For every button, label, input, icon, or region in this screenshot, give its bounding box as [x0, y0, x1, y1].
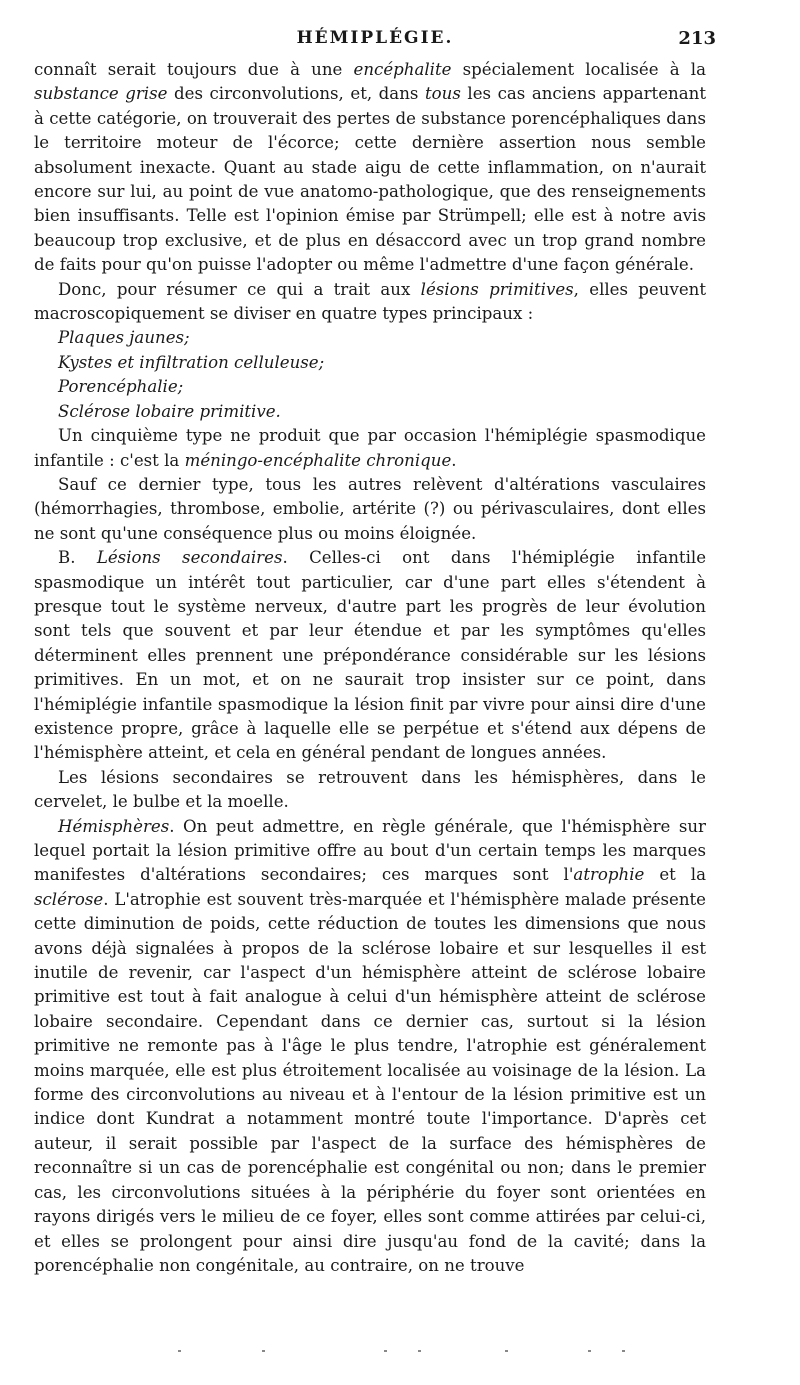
text-run: . L'atrophie est souvent très-marquée et l'hémisphère malade présente cette diminution de poids, cette réduction de toutes les dimensions que nous avons déjà signalées à propos de la sclérose lobaire et sur lesquelles il est inutile de revenir, car l'aspect d'un hémisphère atteint de sclérose lobaire primitive est tout à fait analogue à celui d'un hémisphère atteint de sclérose lobaire secondaire. Cependant dans ce dernier cas, surtout si la lésion primitive ne remonte pas à l'âge le plus tendre, l'atrophie est généralement moins marquée, elle est plus étroitement localisée au voisinage de la lésion. La forme des circonvolutions au niveau et à l'entour de la lésion primitive est un indice dont Kundrat a notamment montré toute l'importance. D'après cet auteur, il serait possible par l'aspect de la surface des hémisphères de reconnaître si un cas de porencéphalie est congénital ou non; dans le premier cas, les circonvolutions situées à la périphérie du foyer sont orientées en rayons dirigés vers le milieu de ce foyer, elles sont comme attirées par celui-ci, et elles se prolongent pour ainsi dire jusqu'au fond de la cavité; dans la porencéphalie non congénitale, au contraire, on ne trouve — [34, 889, 706, 1275]
italic-run: Lésions secondaires — [96, 548, 283, 568]
italic-run: tous — [424, 84, 461, 104]
running-header — [34, 28, 716, 54]
text-run: les cas anciens appartenant à cette catégorie, on trouverait des pertes de substance porencéphaliques dans le territoire moteur de l'écorce; cette dernière assertion nous semble absolument inexacte. Quant au stade aigu de cette inflammation, on n'aurait encore sur lui, au point de vue anatomo-pathologique, que des renseignements bien insuffisants. Telle est l'opinion émise par Strümpell; elle est à notre avis beaucoup trop exclusive, et de plus en désaccord avec un trop grand nombre de faits pour qu'on puisse l'adopter ou même l'admettre d'une façon générale. — [34, 84, 706, 275]
speck — [178, 1350, 181, 1352]
text-run: Donc, pour résumer ce qui a trait aux — [58, 279, 421, 299]
list-item: Porencéphalie; — [58, 377, 184, 397]
paragraph-hemispheres — [34, 815, 706, 1279]
list-item: Plaques jaunes; — [58, 328, 190, 348]
text-run: des circonvolutions, et, dans — [167, 84, 425, 104]
speck — [505, 1350, 508, 1352]
paragraph-vascular: Sauf ce dernier type, tous les autres relèvent d'altérations vasculaires (hémorrhagies, thrombose, embolie, artérite (?) ou périvasculaires, dont elles ne sont qu'une conséquence plus ou moins éloignée. — [34, 474, 706, 543]
body-text — [34, 58, 706, 1278]
lesion-type-list — [34, 326, 706, 424]
paragraph-summary — [34, 278, 706, 327]
italic-run: méningo-encéphalite chronique — [184, 450, 452, 470]
paragraph-fifth-type — [34, 424, 706, 473]
speck — [418, 1350, 421, 1352]
scan-specks — [0, 1350, 800, 1360]
text-run: , elles peuvent macroscopiquement se diviser en quatre types principaux : — [34, 279, 706, 324]
paragraph-continued — [34, 58, 706, 278]
text-run: connaît serait toujours due à une — [34, 60, 354, 79]
italic-run: encéphalite — [353, 60, 452, 79]
italic-run: sclérose — [34, 889, 104, 909]
speck — [622, 1350, 625, 1352]
paragraph-locations: Les lésions secondaires se retrouvent dans les hémisphères, dans le cervelet, le bulbe et la moelle. — [34, 767, 706, 812]
list-item: Kystes et infiltration celluleuse; — [58, 352, 325, 372]
speck — [262, 1350, 265, 1352]
paragraph-secondary-lesions — [34, 546, 706, 766]
speck — [588, 1350, 591, 1352]
text-run: B. — [58, 548, 97, 568]
text-run: . Celles-ci ont dans l'hémiplégie infantile spasmodique un intérêt tout particulier, car d'une part elles s'étendent à presque tout le système nerveux, d'autre part les progrès de leur évolution sont tels que souvent et par leur étendue et par les symptômes qu'elles déterminent elles prennent une prépondérance considérable sur les lésions primitives. En un mot, et on ne saurait trop insister sur ce point, dans l'hémiplégie infantile spasmodique la lésion finit par vivre pour ainsi dire d'une existence propre, grâce à laquelle elle se perpétue et s'étend aux dépens de l'hémisphère atteint, et cela en général pendant de longues années. — [34, 548, 707, 763]
running-title: HÉMIPLÉGIE. — [296, 28, 454, 48]
text-run: spécialement localisée à la — [451, 60, 706, 79]
italic-run: atrophie — [573, 865, 645, 885]
page-number: 213 — [678, 28, 716, 49]
text-run: . On peut admettre, en règle générale, que l'hémisphère sur lequel portait la lésion primitive offre au bout d'un certain temps les marques manifestes d'altérations secondaires; ces marques sont l' — [34, 816, 706, 885]
text-run: . — [451, 450, 457, 470]
italic-run: substance grise — [34, 84, 168, 104]
italic-run: lésions primitives — [420, 279, 574, 299]
text-run: Un cinquième type ne produit que par occasion l'hémiplégie spasmodique infantile : c'est la — [34, 426, 706, 470]
italic-run: Hémisphères — [58, 816, 170, 836]
text-run: et la — [644, 865, 706, 885]
speck — [384, 1350, 387, 1352]
list-item: Sclérose lobaire primitive. — [58, 401, 281, 421]
